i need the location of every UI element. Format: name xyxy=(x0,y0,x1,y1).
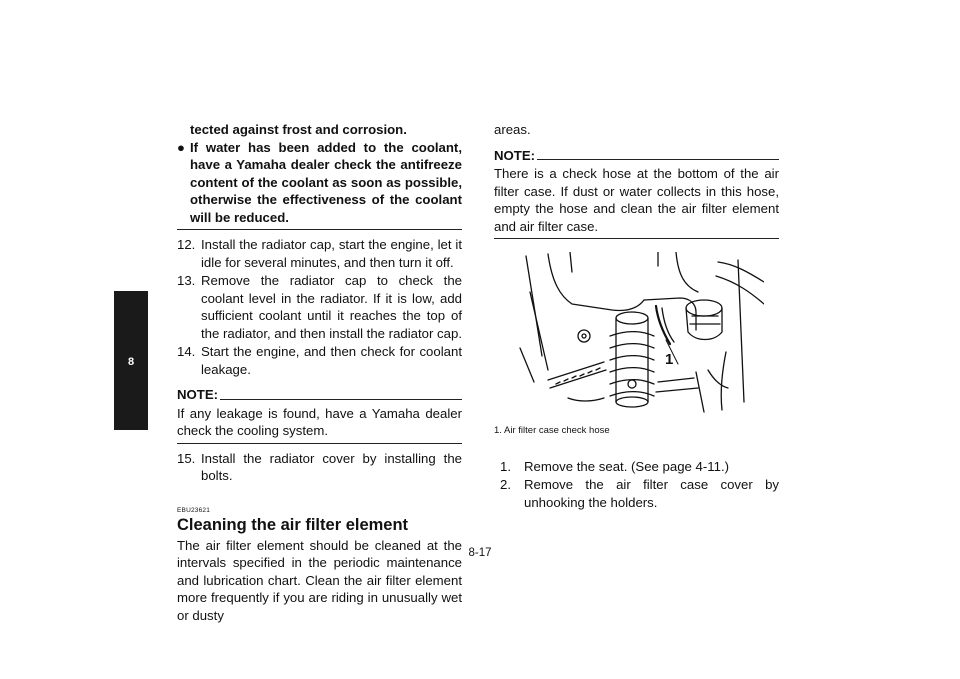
steps-list xyxy=(494,458,779,512)
step-text: Remove the seat. (See page 4-11.) xyxy=(524,458,730,474)
step-number: 14. xyxy=(177,344,196,359)
step-12 xyxy=(177,236,462,271)
note-header xyxy=(494,147,779,165)
step-text: Start the engine, and then check for coolant leakage. xyxy=(201,344,462,377)
warning-end-rule xyxy=(177,229,462,230)
page-number: 8-17 xyxy=(468,547,492,559)
note-text: There is a check hose at the bottom of the air filter case. If dust or water collects in this hose, empty the hose and clean the air filter element and air filter case. xyxy=(494,166,779,234)
step-number: 15. xyxy=(177,450,196,466)
note-label: NOTE: xyxy=(177,387,219,402)
note-label: NOTE: xyxy=(494,147,536,163)
note-end-rule xyxy=(494,238,779,239)
step-text: Remove the air filter case cover by unhooking the holders. xyxy=(524,477,779,510)
paragraph-continuation: areas. xyxy=(494,122,531,137)
warning-block xyxy=(177,121,462,226)
step-1 xyxy=(500,458,779,476)
step-text: Install the radiator cap, start the engine, let it idle for several minutes, and then turn it off. xyxy=(201,237,462,270)
step-number: 1. xyxy=(500,458,511,474)
body-paragraph: The air filter element should be cleaned at the intervals specified in the periodic maintenance and lubrication chart. Clean the air filter element more frequently if you are riding in unusually wet or dusty xyxy=(177,537,462,623)
step-number: 2. xyxy=(500,477,511,492)
figure-caption: 1. Air filter case check hose xyxy=(494,425,610,436)
section-heading: Cleaning the air filter element xyxy=(177,515,409,534)
step-number: 12. xyxy=(177,237,196,252)
air-filter-illustration xyxy=(508,252,764,414)
warning-bullet-item xyxy=(177,139,462,227)
section-tab xyxy=(114,291,148,430)
figure-callout-number: 1 xyxy=(665,351,674,368)
warning-bullet-text: If water has been added to the coolant, have a Yamaha dealer check the antifreeze content of the coolant as soon as possible, otherwise the effectiveness of the coolant will be reduced. xyxy=(190,139,462,225)
step-2 xyxy=(500,476,779,511)
reference-code: EBU23621 xyxy=(177,506,211,514)
note-rule xyxy=(220,399,462,400)
step-13 xyxy=(177,272,462,342)
note-end-rule xyxy=(177,443,462,444)
steps-list xyxy=(177,236,462,378)
warning-continuation: tected against frost and corrosion. xyxy=(190,122,407,137)
right-column xyxy=(494,121,779,512)
section-tab-number: 8 xyxy=(127,356,135,368)
note-text: If any leakage is found, have a Yamaha dealer check the cooling system. xyxy=(177,405,462,438)
engine-line-drawing xyxy=(508,252,764,414)
step-14 xyxy=(177,343,462,378)
note-header xyxy=(177,386,462,404)
step-15 xyxy=(177,450,462,485)
step-text: Remove the radiator cap to check the coolant level in the radiator. If it is low, add sufficient coolant until it reaches the top of the radiator, and then install the radiator cap. xyxy=(201,273,462,341)
step-text: Install the radiator cover by installing the bolts. xyxy=(201,450,462,483)
bullet-icon: ● xyxy=(177,139,185,155)
note-rule xyxy=(537,159,779,160)
step-number: 13. xyxy=(177,273,196,288)
